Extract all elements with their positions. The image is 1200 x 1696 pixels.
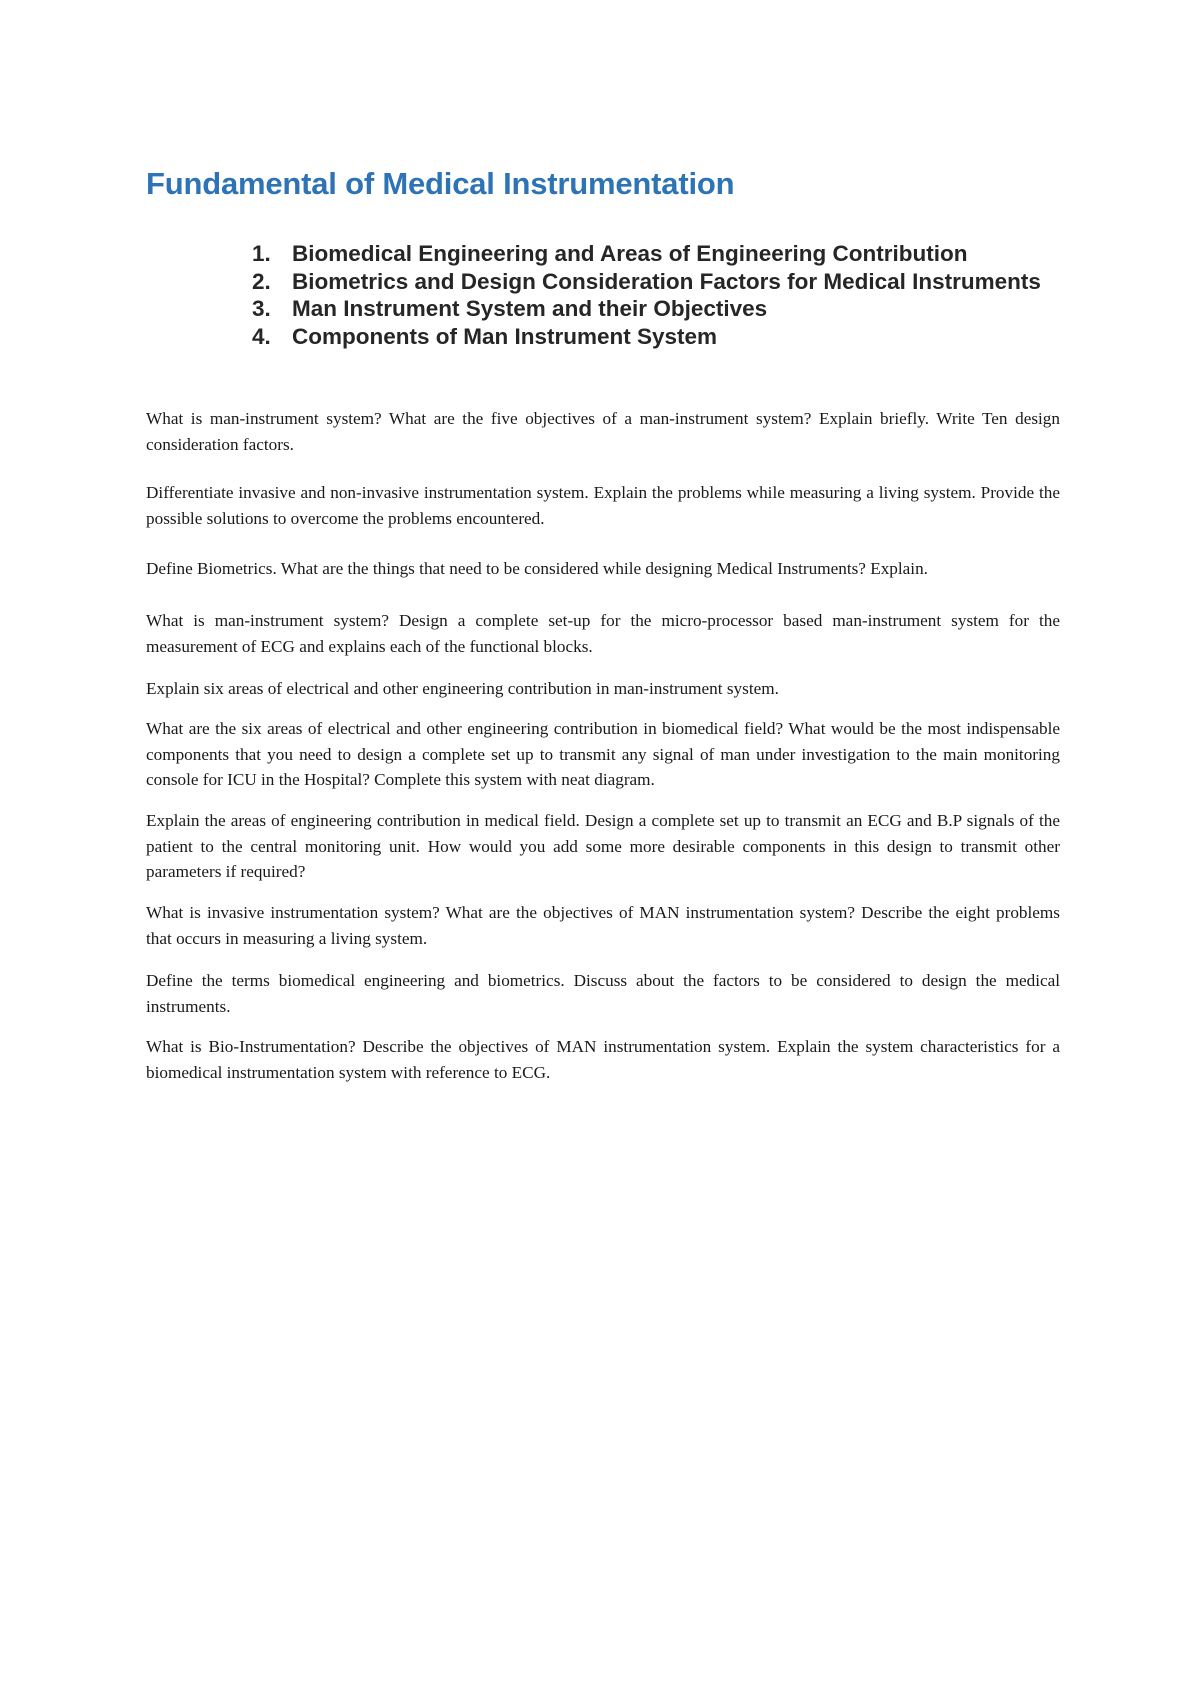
topic-text: Biomedical Engineering and Areas of Engineering Contribution <box>292 241 968 266</box>
topic-text: Man Instrument System and their Objectives <box>292 296 768 321</box>
question-paragraph: What are the six areas of electrical and other engineering contribution in biomedical field? What would be the most indispensable components that you need to design a complete set up to transmit any signal of man under investigation to the main monitoring console for ICU in the Hospital? Complete this system with neat diagram. <box>146 719 1060 789</box>
topic-number: 1. <box>252 241 271 266</box>
topic-number: 2. <box>252 268 271 294</box>
question-paragraph: What is invasive instrumentation system? What are the objectives of MAN instrumentation system? Describe the eight problems that occurs in measuring a living system. <box>146 903 1060 948</box>
question-paragraph: What is Bio-Instrumentation? Describe the objectives of MAN instrumentation system. Explain the system characteristics for a biomedical instrumentation system with reference to ECG. <box>146 1037 1060 1082</box>
topic-item <box>252 240 1060 268</box>
topic-item <box>252 268 1060 296</box>
topic-list <box>252 240 1060 350</box>
document-title: Fundamental of Medical Instrumentation <box>146 166 735 201</box>
topic-item <box>252 295 1060 323</box>
topic-number: 3. <box>252 296 271 321</box>
question-paragraph: What is man-instrument system? Design a complete set-up for the micro-processor based man-instrument system for the measurement of ECG and explains each of the functional blocks. <box>146 611 1060 656</box>
question-paragraph: Differentiate invasive and non-invasive instrumentation system. Explain the problems while measuring a living system. Provide the possible solutions to overcome the problems encountered. <box>146 483 1060 528</box>
topic-number: 4. <box>252 323 271 349</box>
question-paragraph: Define Biometrics. What are the things that need to be considered while designing Medical Instruments? Explain. <box>146 559 928 578</box>
topic-text: Components of Man Instrument System <box>292 323 718 349</box>
question-paragraph: Explain six areas of electrical and other engineering contribution in man-instrument system. <box>146 679 779 698</box>
question-paragraph: Explain the areas of engineering contribution in medical field. Design a complete set up to transmit an ECG and B.P signals of the patient to the central monitoring unit. How would you add some more desirable components in this design to transmit other parameters if required? <box>146 811 1060 881</box>
topic-item <box>252 323 1060 351</box>
topic-text: Biometrics and Design Consideration Factors for Medical Instruments <box>292 268 1041 294</box>
question-paragraph: What is man-instrument system? What are the five objectives of a man-instrument system? Explain briefly. Write Ten design consideration factors. <box>146 409 1060 454</box>
question-paragraph: Define the terms biomedical engineering and biometrics. Discuss about the factors to be considered to design the medical instruments. <box>146 971 1060 1016</box>
